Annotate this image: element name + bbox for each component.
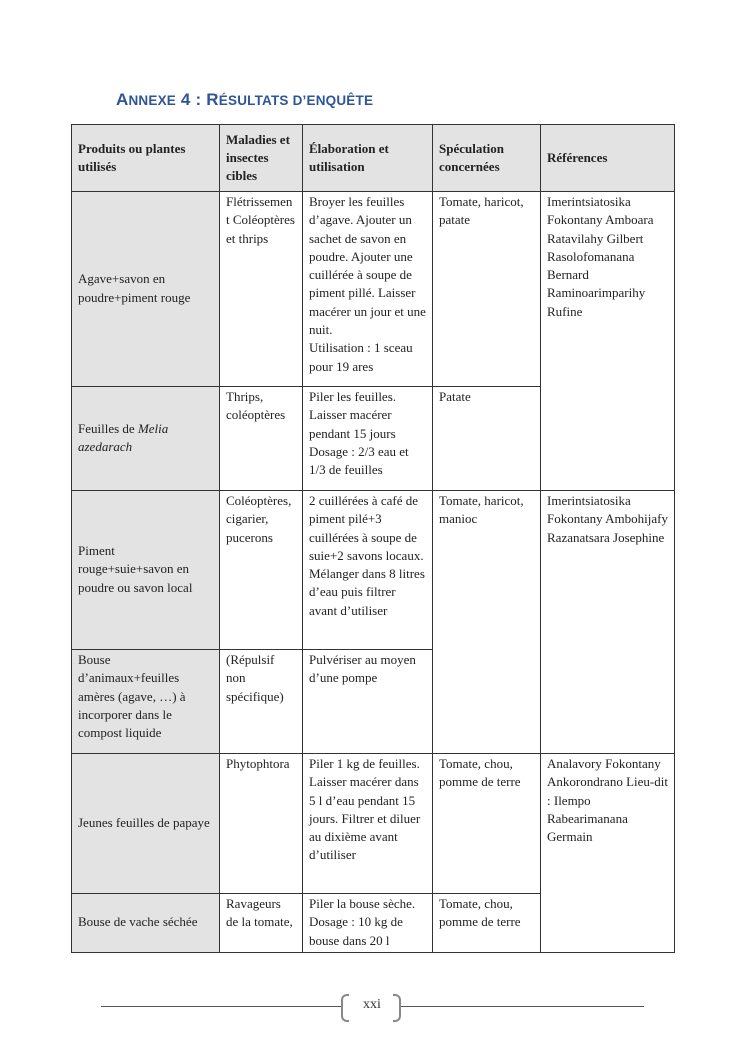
table-row (72, 491, 675, 650)
footer-bracket-left (341, 994, 349, 1022)
cell-speculation: Tomate, chou, pomme de terre (433, 754, 541, 894)
cell-maladies: Flétrissement Coléoptères et thrips (220, 192, 303, 387)
header-produits: Produits ou plantes utilisés (72, 125, 220, 192)
cell-elaboration (303, 192, 433, 387)
cell-produit: Agave+savon en poudre+piment rouge (72, 192, 220, 387)
utilisation-text: Utilisation : 1 sceau pour 19 ares (309, 340, 413, 374)
footer-rule-right (401, 1006, 644, 1007)
cell-elaboration: 2 cuillérées à café de piment pilé+3 cuillérées à soupe de suie+2 savons locaux. Mélanger dans 8 litres d’eau puis filtrer avant d’utiliser (303, 491, 433, 650)
cell-references: Imerintsiatosika Fokontany Ambohijafy Razanatsara Josephine (541, 491, 675, 754)
cell-speculation: Tomate, chou, pomme de terre (433, 894, 541, 953)
cell-maladies: Phytophtora (220, 754, 303, 894)
page-title: ANNEXE 4 : RÉSULTATS D’ENQUÊTE (116, 90, 374, 109)
table-row (72, 192, 675, 387)
cell-maladies: Ravageurs de la tomate, (220, 894, 303, 953)
cell-references: Imerintsiatosika Fokontany Amboara Ratavilahy Gilbert Rasolofomanana Bernard Raminoarimparihy Rufine (541, 192, 675, 491)
cell-elaboration: Piler la bouse sèche. Dosage : 10 kg de bouse dans 20 l (303, 894, 433, 953)
table-header-row (72, 125, 675, 192)
cell-speculation: Patate (433, 387, 541, 491)
footer-bracket-right (393, 994, 401, 1022)
cell-elaboration (303, 387, 433, 491)
cell-maladies: (Répulsif non spécifique) (220, 650, 303, 754)
cell-produit: Bouse d’animaux+feuilles amères (agave, …) à incorporer dans le compost liquide (72, 650, 220, 754)
elaboration-text: Broyer les feuilles d’agave. Ajouter un sachet de savon en poudre. Ajouter une cuillérée à soupe de piment pillé. Laisser macérer un jour et une nuit. (309, 194, 426, 338)
elaboration-text: Piler les feuilles. Laisser macérer pendant 15 jours (309, 389, 397, 441)
page-number: xxi (363, 997, 381, 1012)
results-table (71, 124, 675, 953)
cell-maladies: Coléoptères, cigarier, pucerons (220, 491, 303, 650)
cell-maladies: Thrips, coléoptères (220, 387, 303, 491)
cell-references: Analavory Fokontany Ankorondrano Lieu-dit : Ilempo Rabearimanana Germain (541, 754, 675, 953)
cell-elaboration: Piler 1 kg de feuilles. Laisser macérer dans 5 l d’eau pendant 15 jours. Filtrer et diluer au dixième avant d’utiliser (303, 754, 433, 894)
cell-produit: Jeunes feuilles de papaye (72, 754, 220, 894)
header-elaboration: Élaboration et utilisation (303, 125, 433, 192)
header-maladies: Maladies et insectes cibles (220, 125, 303, 192)
table-row (72, 754, 675, 894)
species-name: Melia azedarach (78, 420, 169, 454)
cell-speculation: Tomate, haricot, patate (433, 192, 541, 387)
header-speculation: Spéculation concernées (433, 125, 541, 192)
cell-speculation: Tomate, haricot, manioc (433, 491, 541, 754)
dosage-text: Dosage : 2/3 eau et 1/3 de feuilles (309, 443, 409, 478)
cell-elaboration: Pulvériser au moyen d’une pompe (303, 650, 433, 754)
cell-produit: Bouse de vache séchée (72, 894, 220, 953)
cell-produit: Piment rouge+suie+savon en poudre ou savon local (72, 491, 220, 650)
cell-produit: Feuilles de Melia azedarach (72, 387, 220, 491)
header-references: Références (541, 125, 675, 192)
footer-rule-left (101, 1006, 341, 1007)
